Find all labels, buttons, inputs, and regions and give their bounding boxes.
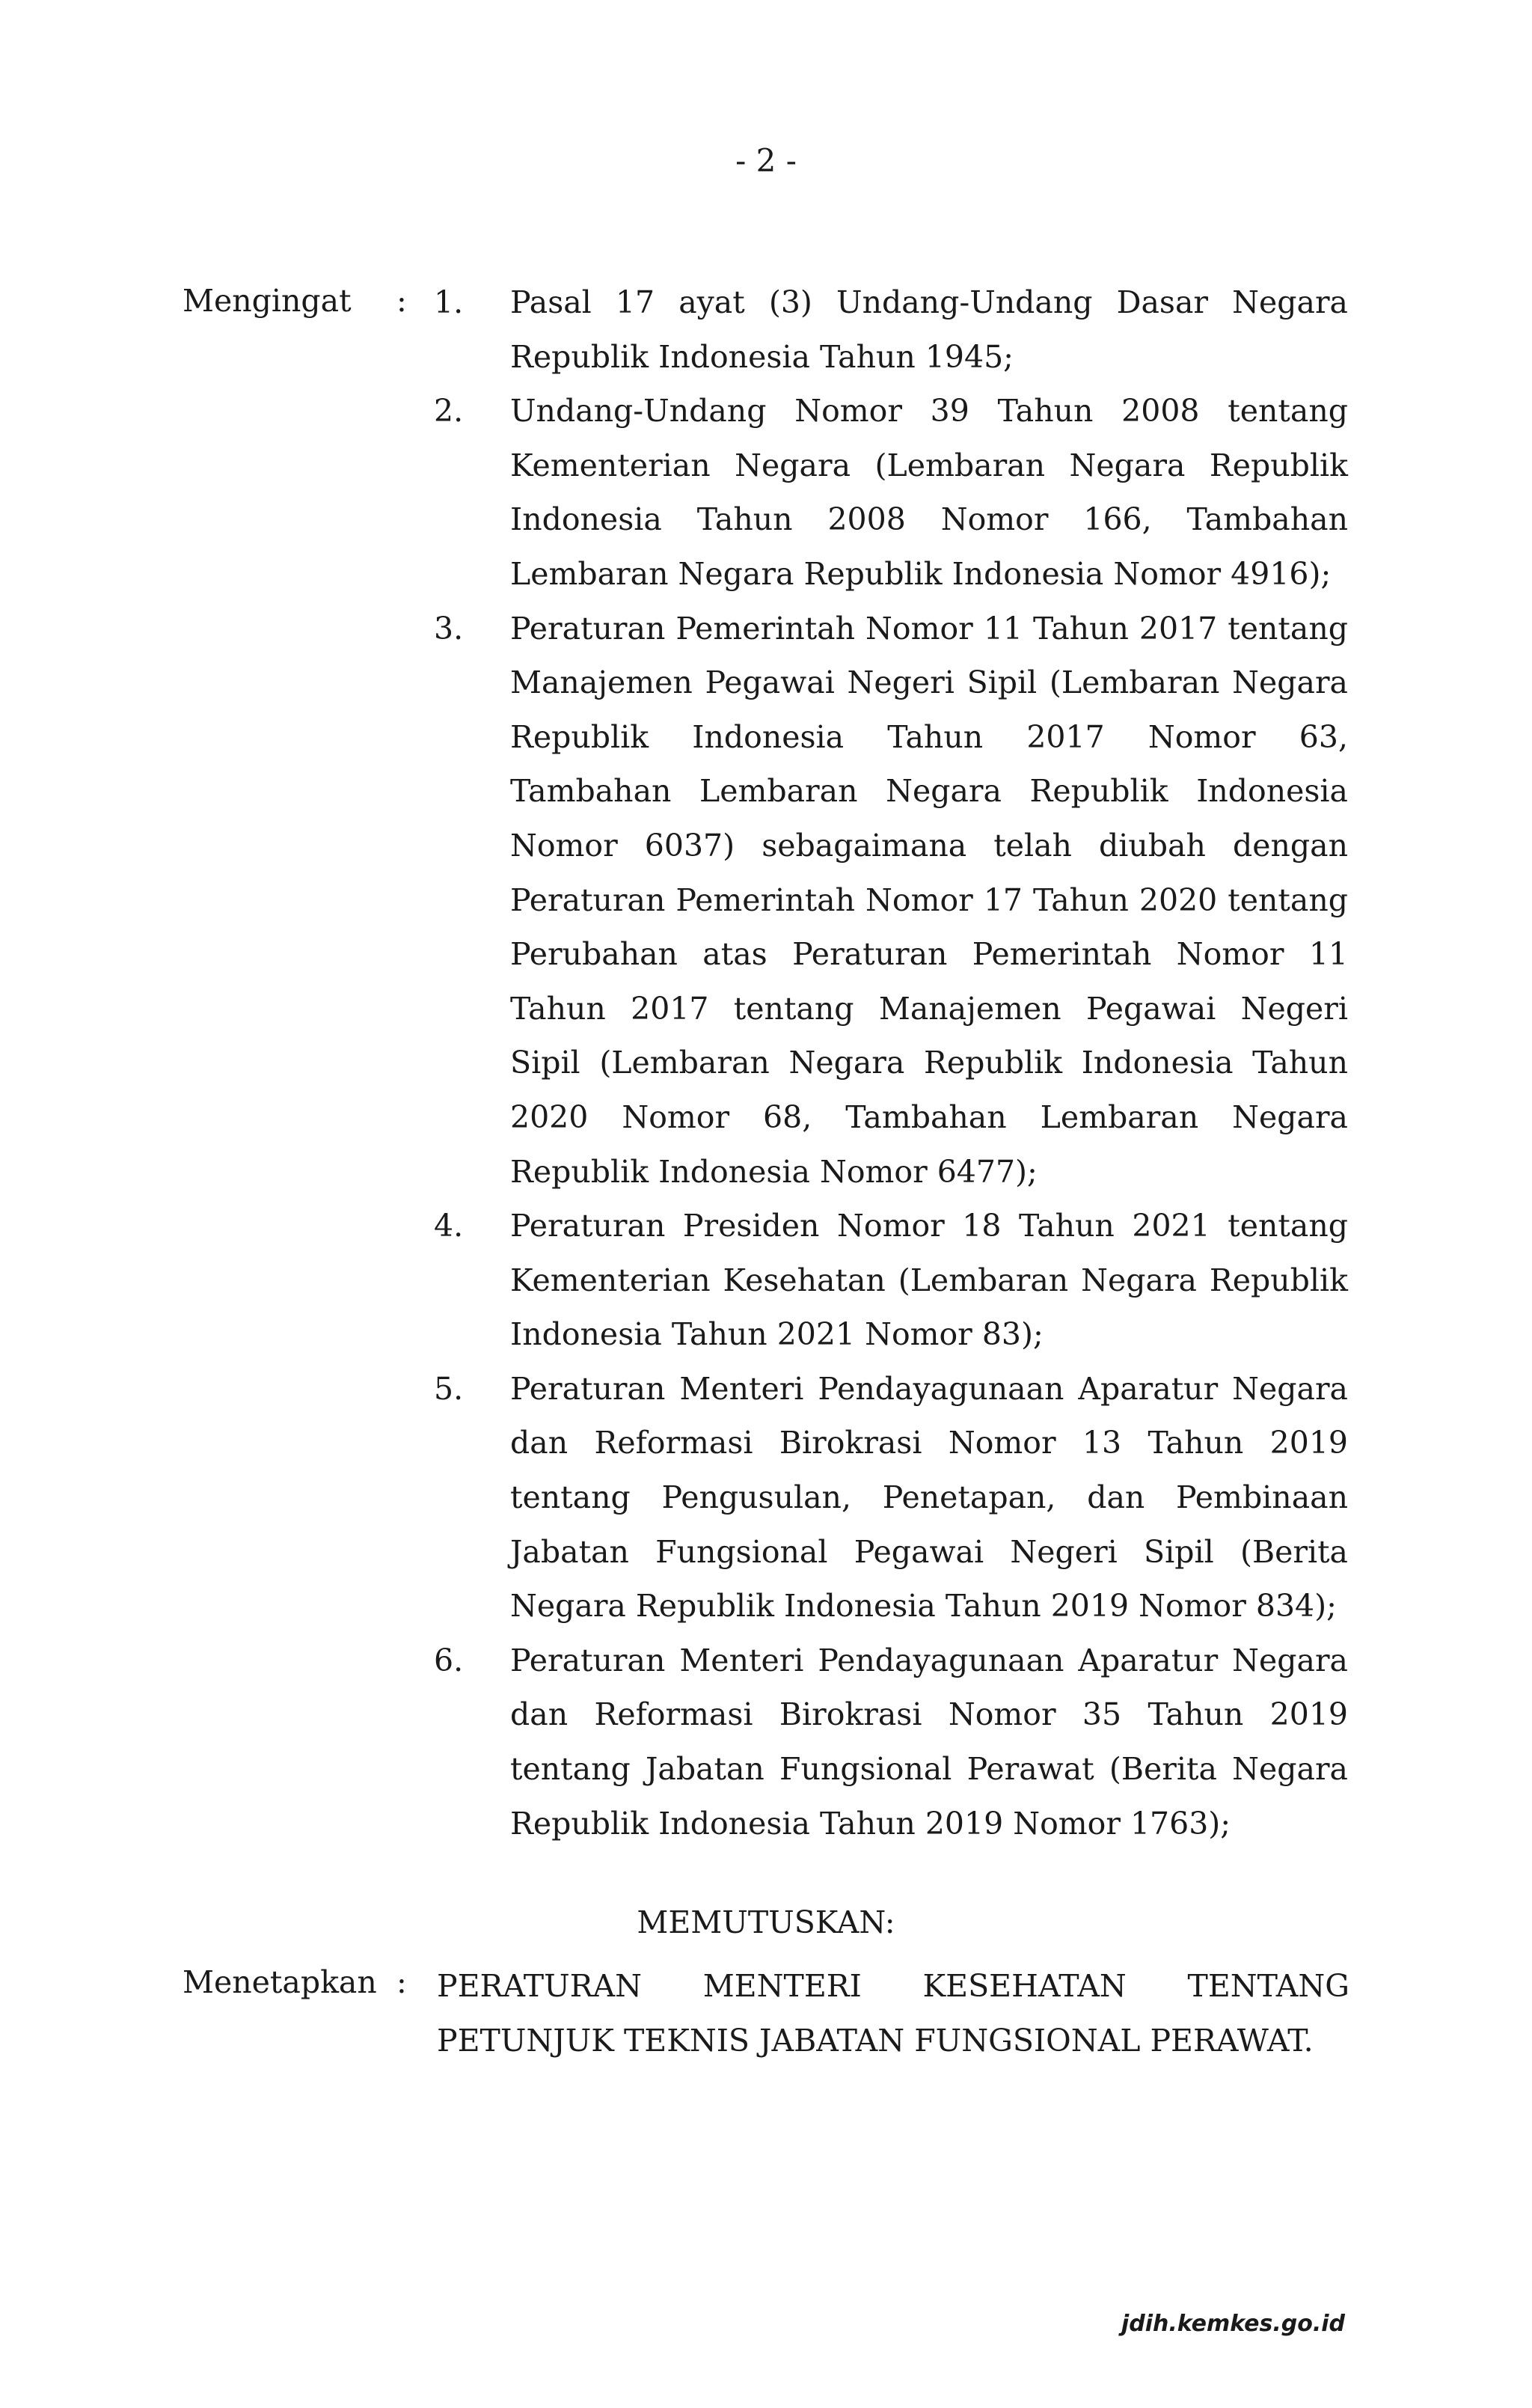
mengingat-list xyxy=(434,275,1348,1851)
item-number: 2. xyxy=(434,393,464,430)
item-text: Peraturan Menteri Pendayagunaan Aparatur Negara dan Reformasi Birokrasi Nomor 35 Tahun 2019 tentang Jabatan Fungsional Perawat (Berita Negara Republik Indonesia Tahun 2019 Nomor 1763); xyxy=(510,1642,1348,1842)
item-number: 6. xyxy=(434,1642,464,1678)
decision-heading: MEMUTUSKAN: xyxy=(637,1904,895,1940)
list-item xyxy=(434,275,1348,384)
list-item xyxy=(434,1634,1348,1851)
list-item xyxy=(434,384,1348,601)
page-number: - 2 - xyxy=(735,142,797,179)
item-number: 3. xyxy=(434,610,464,647)
menetapkan-colon: : xyxy=(396,1964,407,2000)
mengingat-label: Mengingat xyxy=(183,283,352,319)
item-text: Undang-Undang Nomor 39 Tahun 2008 tentang Kementerian Negara (Lembaran Negara Republik Indonesia Tahun 2008 Nomor 166, Tambahan Lembaran Negara Republik Indonesia Nomor 4916); xyxy=(510,393,1348,592)
item-text: Peraturan Menteri Pendayagunaan Aparatur Negara dan Reformasi Birokrasi Nomor 13 Tahun 2019 tentang Pengusulan, Penetapan, dan Pembinaan Jabatan Fungsional Pegawai Negeri Sipil (Berita Negara Republik Indonesia Tahun 2019 Nomor 834); xyxy=(510,1370,1348,1625)
list-item xyxy=(434,1199,1348,1362)
menetapkan-label: Menetapkan xyxy=(183,1964,377,2000)
footer-website: jdih.kemkes.go.id xyxy=(1121,2311,1345,2337)
mengingat-colon: : xyxy=(396,283,407,319)
decree-text: PERATURAN MENTERI KESEHATAN TENTANG PETUNJUK TEKNIS JABATAN FUNGSIONAL PERAWAT. xyxy=(437,1968,1349,2059)
list-item xyxy=(434,1362,1348,1634)
item-number: 5. xyxy=(434,1370,464,1407)
list-item xyxy=(434,602,1348,1200)
item-text: Peraturan Presiden Nomor 18 Tahun 2021 tentang Kementerian Kesehatan (Lembaran Negara Republik Indonesia Tahun 2021 Nomor 83); xyxy=(510,1208,1348,1353)
item-number: 1. xyxy=(434,284,464,320)
item-text: Peraturan Pemerintah Nomor 11 Tahun 2017 tentang Manajemen Pegawai Negeri Sipil (Lembaran Negara Republik Indonesia Tahun 2017 Nomor 63, Tambahan Lembaran Negara Republik Indonesia Nomor 6037) sebagaimana telah diubah dengan Peraturan Pemerintah Nomor 17 Tahun 2020 tentang Perubahan atas Peraturan Pemerintah Nomor 11 Tahun 2017 tentang Manajemen Pegawai Negeri Sipil (Lembaran Negara Republik Indonesia Tahun 2020 Nomor 68, Tambahan Lembaran Negara Republik Indonesia Nomor 6477); xyxy=(510,610,1348,1190)
item-text: Pasal 17 ayat (3) Undang-Undang Dasar Negara Republik Indonesia Tahun 1945; xyxy=(510,284,1348,375)
item-number: 4. xyxy=(434,1208,464,1244)
